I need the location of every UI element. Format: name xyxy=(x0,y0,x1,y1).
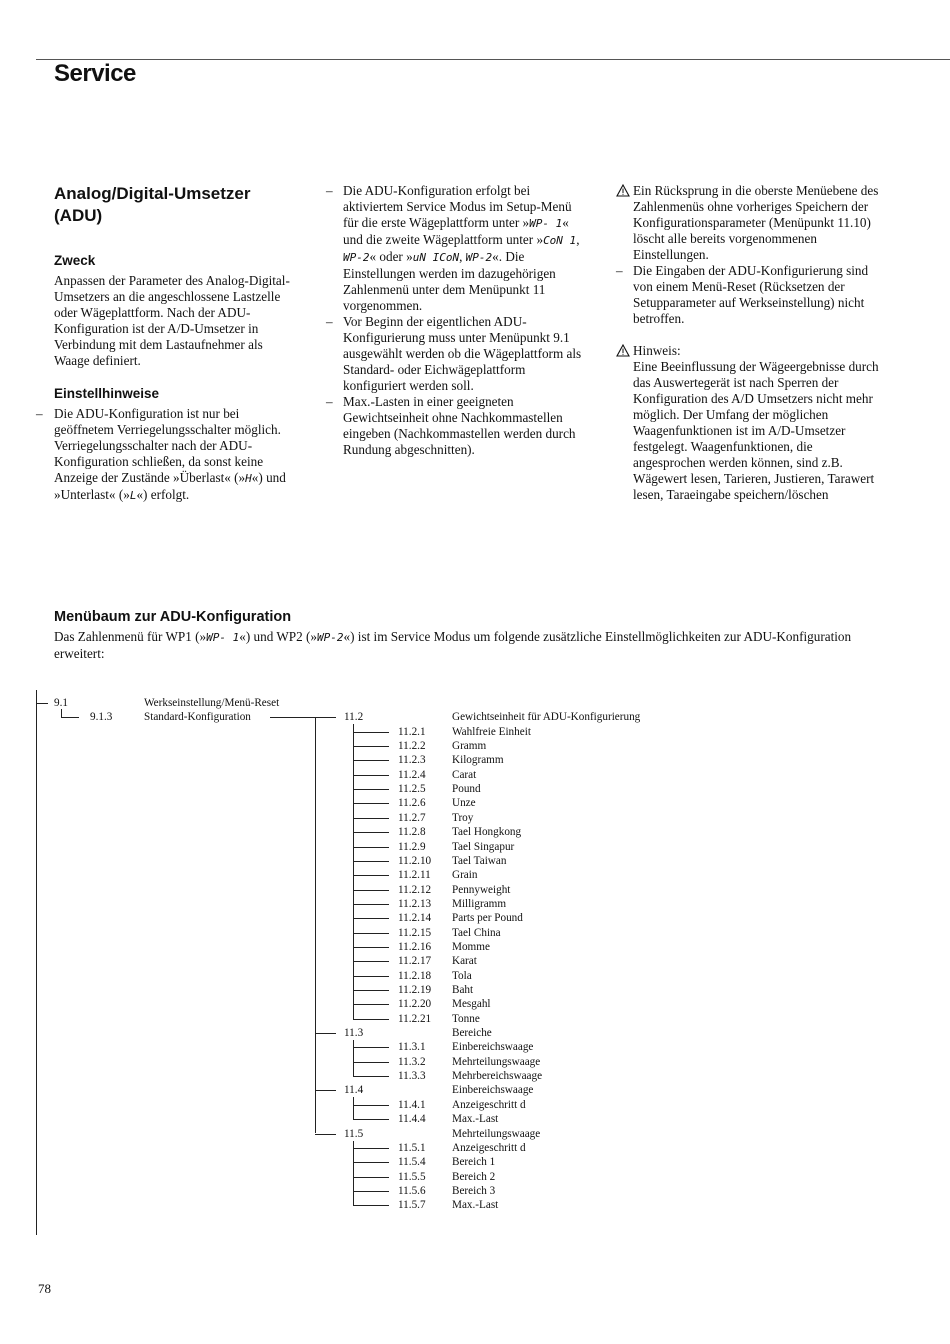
page-title: Service xyxy=(54,60,136,87)
tree-node-number: 11.2.3 xyxy=(398,754,426,767)
tree-connector xyxy=(353,1062,389,1063)
tree-node-number: 11.2.20 xyxy=(398,998,432,1011)
tree-node-label: Unze xyxy=(452,797,476,810)
tree-connector xyxy=(353,890,389,891)
tree-connector xyxy=(353,1119,389,1120)
tree-node-number: 11.2.1 xyxy=(398,725,426,738)
tree-node-label: Standard-Konfiguration xyxy=(144,711,251,724)
tree-node-label: Tonne xyxy=(452,1012,480,1025)
tree-node-label: Kilogramm xyxy=(452,754,504,767)
menu-tree-heading: Menübaum zur ADU-Konfiguration xyxy=(54,609,292,625)
tree-node-label: Mehrteilungswaage xyxy=(452,1127,541,1140)
tree-node-number: 9.1.3 xyxy=(90,711,113,724)
tree-node-number: 11.4 xyxy=(344,1084,364,1097)
tree-node-label: Einbereichswaage xyxy=(452,1041,534,1054)
tree-node-number: 11.2.21 xyxy=(398,1012,432,1025)
tree-connector xyxy=(315,1033,336,1034)
tree-connector xyxy=(61,717,79,718)
hint-text: Eine Beeinflussung der Wägeergebnisse durch das Auswertegerät ist nach Sperren der Konfiguration des A/D Umsetzers nicht mehr möglich. Der Umfang der möglichen Waagenfunktionen ist im A/D-Umsetzer festgelegt. Waagenfunktionen, die angesprochen werden können, sind z.B. Wägewert lesen, Tarieren, Justieren, Tarawert lesen, Taraeingabe speichern/löschen xyxy=(633,359,879,502)
tree-node-label: Werkseinstellung/Menü-Reset xyxy=(144,697,280,709)
segment-display-wp1: WP- 1 xyxy=(206,631,240,644)
tree-node-label: Tael China xyxy=(452,926,501,939)
tree-node-label: Max.-Last xyxy=(452,1199,499,1212)
tree-node-number: 11.2.9 xyxy=(398,840,426,853)
tree-node-number: 11.2.12 xyxy=(398,883,432,896)
tree-connector xyxy=(353,1141,354,1206)
tree-node-number: 11.2.10 xyxy=(398,854,432,867)
note-1-a: Die ADU-Konfiguration erfolgt bei aktiviertem Service Modus im Setup-Menü für die erste Wägeplattform unter » xyxy=(343,183,572,230)
tree-node-number: 9.1 xyxy=(54,697,68,709)
menu-tree-intro xyxy=(54,629,894,662)
menu-tree-section xyxy=(54,609,894,662)
segment-display-wp2: WP-2 xyxy=(343,251,370,264)
tree-node-label: Pennyweight xyxy=(452,883,511,896)
tree-node-label: Tael Taiwan xyxy=(452,854,507,867)
tree-node-label: Anzeigeschritt d xyxy=(452,1141,526,1154)
note-item-3: – Max.-Lasten in einer geeigneten Gewichtseinheit ohne Nachkommastellen eingeben (Nachkommastellen werden durch Rundung abgeschnitten). xyxy=(326,394,588,458)
segment-display-uncon: uN ICoN xyxy=(412,251,460,264)
tree-node-label: Grain xyxy=(452,869,478,882)
tree-connector xyxy=(353,1177,389,1178)
menu-intro-b: «) und WP2 (» xyxy=(239,629,318,644)
tree-connector xyxy=(353,1191,389,1192)
warning-triangle-icon xyxy=(616,184,630,197)
tree-node-label: Parts per Pound xyxy=(452,912,523,925)
tree-connector xyxy=(353,760,389,761)
tree-node-label: Karat xyxy=(452,955,477,968)
note-1-e: , xyxy=(459,249,466,264)
tree-trunk xyxy=(36,690,37,1235)
tree-node-number: 11.5.5 xyxy=(398,1170,426,1183)
warning-text: Ein Rücksprung in die oberste Menüebene des Zahlenmenüs ohne vorheriges Speichern der Konfigurationsparameter (Menüpunkt 11.10) löscht alle bereits vorgenommenen Einstellungen. xyxy=(633,183,879,262)
tree-connector xyxy=(353,918,389,919)
tree-connector xyxy=(353,1019,389,1020)
tree-node-label: Tael Singapur xyxy=(452,840,515,853)
einstell-text-b: «) und »Unterlast« (» xyxy=(54,470,286,502)
tree-node-number: 11.3.3 xyxy=(398,1070,426,1083)
note-1-f: «. Die Einstellungen werden im dazugehörigen Zahlenmenü unter dem Menüpunkt 11 vorgenommen. xyxy=(343,249,556,313)
menu-tree xyxy=(0,690,950,1250)
tree-connector xyxy=(353,789,389,790)
warning-item: – Die Eingaben der ADU-Konfigurierung sind von einem Menü-Reset (Rücksetzen der Setupparameter auf Werkseinstellung) nicht betroffen. xyxy=(616,263,880,327)
tree-connector xyxy=(353,976,389,977)
header-rule xyxy=(36,59,950,60)
tree-connector xyxy=(353,1076,389,1077)
tree-connector xyxy=(353,832,389,833)
tree-connector xyxy=(353,1004,389,1005)
page-number: 78 xyxy=(38,1281,51,1296)
segment-display-wp2-b: WP-2 xyxy=(465,251,493,264)
note-1-c: , xyxy=(576,232,580,247)
tree-node-number: 11.4.4 xyxy=(398,1113,426,1126)
tree-node-number: 11.5.7 xyxy=(398,1199,426,1212)
segment-display-con1: CoN 1 xyxy=(543,234,577,247)
tree-connector xyxy=(353,904,389,905)
tree-connector xyxy=(61,709,62,717)
tree-connector xyxy=(353,1097,354,1119)
segment-display-H: H xyxy=(245,472,252,485)
tree-node-number: 11.2.7 xyxy=(398,811,426,824)
tree-connector xyxy=(36,703,48,704)
tree-node-number: 11.2.2 xyxy=(398,740,426,753)
tree-connector xyxy=(353,1105,389,1106)
tree-node-label: Mehrbereichswaage xyxy=(452,1070,543,1083)
segment-display-L: L xyxy=(129,489,137,502)
tree-connector xyxy=(353,875,389,876)
tree-node-number: 11.2.18 xyxy=(398,969,432,982)
zweck-heading: Zweck xyxy=(54,253,96,268)
tree-node-label: Einbereichswaage xyxy=(452,1084,534,1097)
tree-connector xyxy=(353,861,389,862)
einstell-heading: Einstellhinweise xyxy=(54,386,160,401)
tree-connector xyxy=(353,803,389,804)
tree-node-label: Baht xyxy=(452,984,474,996)
tree-node-number: 11.2.11 xyxy=(398,869,431,882)
hint-note xyxy=(616,343,880,503)
tree-node-label: Mesgahl xyxy=(452,998,491,1011)
tree-node-label: Pound xyxy=(452,783,481,796)
tree-node-label: Bereich 1 xyxy=(452,1156,496,1169)
tree-connector xyxy=(353,1040,354,1076)
tree-node-number: 11.2 xyxy=(344,711,364,724)
note-item-2: – Vor Beginn der eigentlichen ADU-Konfigurierung muss unter Menüpunkt 9.1 ausgewählt werden ob die Wägeplattform als Standard- oder Eichwägeplattform konfiguriert werden soll. xyxy=(326,314,588,394)
tree-connector xyxy=(353,746,389,747)
tree-connector xyxy=(353,990,389,991)
einstell-text-c: «) erfolgt. xyxy=(136,487,190,502)
tree-node-number: 11.3 xyxy=(344,1027,364,1040)
column-intro xyxy=(54,183,294,504)
tree-node-number: 11.2.4 xyxy=(398,768,426,781)
menu-intro-c: «) ist im Service Modus um folgende zusätzliche Einstellmöglichkeiten zur ADU-Konfiguration erweitert: xyxy=(54,629,852,661)
tree-node-number: 11.5.1 xyxy=(398,1141,426,1154)
tree-connector xyxy=(353,847,389,848)
tree-node-number: 11.2.14 xyxy=(398,912,432,925)
tree-connector xyxy=(353,947,389,948)
warning-triangle-icon xyxy=(616,344,630,357)
warning-note xyxy=(616,183,880,263)
tree-node-label: Tael Hongkong xyxy=(452,826,522,839)
section-heading-line2: (ADU) xyxy=(54,206,103,225)
tree-connector xyxy=(353,775,389,776)
tree-node-number: 11.5.4 xyxy=(398,1156,426,1169)
tree-connector xyxy=(353,1205,389,1206)
tree-node-label: Bereich 2 xyxy=(452,1170,496,1183)
tree-connector xyxy=(315,1134,336,1135)
note-1-d: « oder » xyxy=(369,249,413,264)
tree-node-label: Tola xyxy=(452,969,472,982)
section-heading xyxy=(54,183,294,227)
menu-intro-a: Das Zahlenmenü für WP1 (» xyxy=(54,629,207,644)
tree-node-number: 11.5.6 xyxy=(398,1184,426,1197)
tree-connector xyxy=(353,961,389,962)
tree-connector xyxy=(353,933,389,934)
tree-connector xyxy=(353,732,389,733)
tree-node-number: 11.2.17 xyxy=(398,955,432,968)
tree-node-number: 11.3.2 xyxy=(398,1055,426,1068)
tree-connector xyxy=(353,1047,389,1048)
tree-node-label: Milligramm xyxy=(452,897,507,910)
column-warnings xyxy=(616,183,880,503)
tree-node-label: Carat xyxy=(452,768,477,781)
tree-node-label: Mehrteilungswaage xyxy=(452,1055,541,1068)
tree-connector xyxy=(353,724,354,1018)
tree-node-number: 11.4.1 xyxy=(398,1098,426,1111)
tree-node-number: 11.2.19 xyxy=(398,984,432,996)
tree-node-label: Bereiche xyxy=(452,1027,492,1040)
tree-node-label: Anzeigeschritt d xyxy=(452,1098,526,1111)
tree-connector xyxy=(315,717,316,1133)
tree-node-number: 11.2.13 xyxy=(398,897,432,910)
tree-connector xyxy=(353,1162,389,1163)
tree-connector xyxy=(353,818,389,819)
note-item-1 xyxy=(326,183,588,314)
tree-connector xyxy=(353,1148,389,1149)
section-heading-line1: Analog/Digital-Umsetzer xyxy=(54,184,251,203)
tree-node-number: 11.2.15 xyxy=(398,926,432,939)
zweck-text: Anpassen der Parameter des Analog-Digital-Umsetzers an die angeschlossene Lastzelle oder Wägeplattform. Nach der ADU-Konfiguration ist der A/D-Umsetzer in Verbindung mit dem Lastaufnehmer als Waage definiert. xyxy=(54,273,290,368)
tree-node-label: Wahlfreie Einheit xyxy=(452,725,531,738)
hint-label: Hinweis: xyxy=(633,343,681,358)
tree-node-label: Troy xyxy=(452,811,474,824)
tree-connector xyxy=(270,717,336,718)
tree-node-number: 11.5 xyxy=(344,1127,364,1140)
tree-node-number: 11.2.5 xyxy=(398,783,426,796)
tree-node-number: 11.2.8 xyxy=(398,826,426,839)
tree-node-label: Gramm xyxy=(452,740,487,753)
tree-node-number: 11.3.1 xyxy=(398,1041,426,1054)
tree-node-label: Bereich 3 xyxy=(452,1184,496,1197)
tree-node-label: Momme xyxy=(452,940,490,953)
tree-node-number: 11.2.16 xyxy=(398,940,432,953)
column-notes xyxy=(326,183,588,458)
note-1-b: « und die zweite Wägeplattform unter » xyxy=(343,215,569,247)
tree-connector xyxy=(315,1090,336,1091)
segment-display-wp1: WP- 1 xyxy=(529,217,563,230)
einstell-item xyxy=(54,406,294,504)
einstell-text-a: Die ADU-Konfiguration ist nur bei geöffnetem Verriegelungsschalter möglich. Verriegelungsschalter nach der ADU-Konfiguration schließen, da sonst keine Anzeige der Zustände »Überlast« (» xyxy=(54,406,281,485)
segment-display-wp2: WP-2 xyxy=(317,631,344,644)
tree-node-label: Gewichtseinheit für ADU-Konfigurierung xyxy=(452,711,641,724)
tree-node-label: Max.-Last xyxy=(452,1113,499,1126)
tree-node-number: 11.2.6 xyxy=(398,797,426,810)
